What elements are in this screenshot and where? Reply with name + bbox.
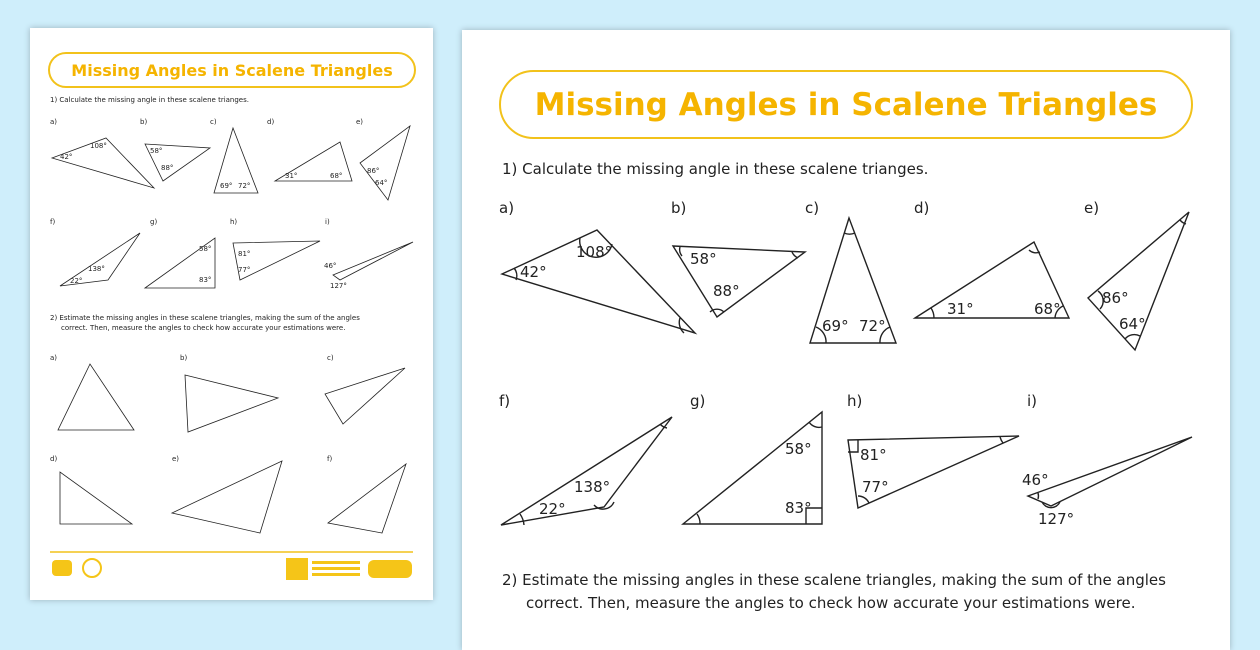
preview-q2-triangle-b — [185, 375, 278, 432]
angle-e1: 86° — [1102, 289, 1129, 307]
preview-angle-g1: 58° — [199, 245, 211, 253]
preview-question-1: 1) Calculate the missing angle in these scalene trianges. — [50, 96, 249, 104]
angle-mark-d1 — [931, 308, 934, 318]
preview-angle-g2: 83° — [199, 276, 211, 284]
preview-q2-triangle-c — [325, 368, 405, 424]
worksheet-zoom — [462, 30, 1230, 650]
worksheet-preview — [30, 28, 433, 600]
preview-angle-h2: 77° — [238, 266, 250, 274]
triangles — [462, 30, 1230, 650]
label-d: d) — [914, 199, 929, 217]
preview-angle-i2: 127° — [330, 282, 347, 290]
preview-title: Missing Angles in Scalene Triangles — [48, 52, 416, 88]
preview-angle-e2: 64° — [375, 179, 387, 187]
logo-icon — [52, 560, 72, 576]
label-e: e) — [1084, 199, 1099, 217]
angle-mark-f1 — [594, 502, 614, 509]
page-title: Missing Angles in Scalene Triangles — [499, 70, 1193, 139]
preview-q2-triangle-a — [58, 364, 134, 430]
preview-label-g: g) — [150, 218, 157, 226]
angle-mark-g1 — [809, 422, 822, 427]
triangle-f — [501, 417, 672, 525]
question-2-line-2: correct. Then, measure the angles to check how accurate your estimations were. — [526, 594, 1135, 612]
preview-angle-h1: 81° — [238, 250, 250, 258]
preview-angle-e1: 86° — [367, 167, 379, 175]
label-h: h) — [847, 392, 862, 410]
preview-angle-i1: 46° — [324, 262, 336, 270]
preview-triangle-i — [333, 242, 413, 280]
angle-mark-g3 — [697, 514, 700, 524]
angle-d1: 31° — [947, 300, 974, 318]
preview-question-2-line-1: 2) Estimate the missing angles in these scalene triangles, making the sum of the angles — [50, 314, 360, 322]
preview-q2-label-c: c) — [327, 354, 334, 362]
angle-h1: 81° — [860, 446, 887, 464]
angle-mark-f2 — [520, 514, 524, 525]
angle-i2: 127° — [1038, 510, 1074, 528]
angle-c1: 69° — [822, 317, 849, 335]
angle-mark-e2 — [1125, 335, 1140, 339]
preview-label-a: a) — [50, 118, 57, 126]
preview-angle-c2: 72° — [238, 182, 250, 190]
qr-code-icon — [286, 558, 308, 580]
preview-q2-label-d: d) — [50, 455, 57, 463]
preview-label-c: c) — [210, 118, 217, 126]
label-f: f) — [499, 392, 510, 410]
preview-label-b: b) — [140, 118, 147, 126]
preview-question-2-line-2: correct. Then, measure the angles to check how accurate your estimations were. — [61, 324, 345, 332]
question-1: 1) Calculate the missing angle in these scalene trianges. — [502, 160, 928, 178]
angle-b1: 58° — [690, 250, 717, 268]
preview-label-i: i) — [325, 218, 330, 226]
preview-q2-triangle-d — [60, 472, 132, 524]
maths-badge-icon — [368, 560, 412, 578]
question-2-line-1: 2) Estimate the missing angles in these scalene triangles, making the sum of the angles — [502, 571, 1166, 589]
angle-h2: 77° — [862, 478, 889, 496]
angle-f2: 22° — [539, 500, 566, 518]
preview-angle-f2: 22° — [70, 277, 82, 285]
angle-g2: 83° — [785, 499, 812, 517]
preview-q2-label-e: e) — [172, 455, 179, 463]
label-c: c) — [805, 199, 819, 217]
preview-angle-b2: 88° — [161, 164, 173, 172]
preview-label-f: f) — [50, 218, 55, 226]
preview-angle-d1: 31° — [285, 172, 297, 180]
angle-b2: 88° — [713, 282, 740, 300]
preview-angle-d2: 68° — [330, 172, 342, 180]
preview-q2-triangle-f — [328, 464, 406, 533]
preview-triangle-e — [360, 126, 410, 200]
badge-icon — [83, 559, 101, 577]
preview-angle-f1: 138° — [88, 265, 105, 273]
preview-q2-label-f: f) — [327, 455, 332, 463]
triangle-i — [1028, 437, 1192, 506]
angle-g1: 58° — [785, 440, 812, 458]
label-b: b) — [671, 199, 686, 217]
preview-angle-a1: 108° — [90, 142, 107, 150]
label-i: i) — [1027, 392, 1037, 410]
preview-angle-b1: 58° — [150, 147, 162, 155]
label-a: a) — [499, 199, 514, 217]
preview-q2-label-a: a) — [50, 354, 57, 362]
angle-mark-b1 — [680, 247, 682, 256]
angle-mark-b2 — [792, 252, 798, 258]
angle-a2: 42° — [520, 263, 547, 281]
preview-label-h: h) — [230, 218, 237, 226]
angle-c2: 72° — [859, 317, 886, 335]
label-g: g) — [690, 392, 705, 410]
preview-angle-a2: 42° — [60, 153, 72, 161]
preview-q2-label-b: b) — [180, 354, 187, 362]
preview-angle-c1: 69° — [220, 182, 232, 190]
angle-i1: 46° — [1022, 471, 1049, 489]
angle-mark-h2 — [858, 496, 869, 503]
angle-mark-c1 — [844, 233, 855, 234]
preview-label-d: d) — [267, 118, 274, 126]
angle-a1: 108° — [576, 243, 612, 261]
preview-triangles — [30, 28, 433, 600]
preview-label-e: e) — [356, 118, 363, 126]
angle-e2: 64° — [1119, 315, 1146, 333]
preview-triangle-h — [233, 241, 320, 280]
preview-q2-triangle-e — [172, 461, 282, 533]
angle-f1: 138° — [574, 478, 610, 496]
angle-d2: 68° — [1034, 300, 1061, 318]
angle-mark-h3 — [1000, 437, 1003, 443]
